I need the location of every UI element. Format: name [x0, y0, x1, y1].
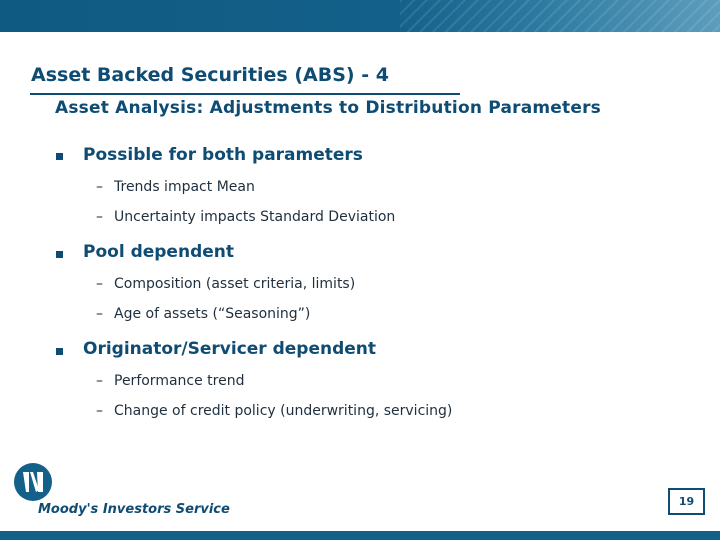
- sub-item-text: Composition (asset criteria, limits): [114, 276, 356, 292]
- sub-item-dash: –: [96, 179, 103, 195]
- bullet-text: Originator/Servicer dependent: [83, 339, 377, 359]
- sub-item: [96, 306, 310, 322]
- sub-item-text: Change of credit policy (underwriting, servicing): [114, 403, 453, 419]
- brand-name: Moody's Investors Service: [38, 502, 230, 517]
- bottom-bar: [0, 531, 720, 540]
- bullet-square-icon: [56, 348, 63, 355]
- sub-item-text: Age of assets (“Seasoning”): [114, 306, 311, 322]
- sub-item: [96, 276, 355, 292]
- banner-texture: [400, 0, 720, 32]
- sub-item-dash: –: [96, 403, 103, 419]
- slide-title: Asset Backed Securities (ABS) - 4: [31, 64, 389, 86]
- sub-item: [96, 373, 244, 389]
- slide-subtitle: Asset Analysis: Adjustments to Distribution Parameters: [55, 98, 601, 118]
- sub-item-text: Performance trend: [114, 373, 245, 389]
- bullet-square-icon: [56, 251, 63, 258]
- moodys-logo-icon: [14, 463, 52, 501]
- bullet-text: Possible for both parameters: [83, 145, 363, 165]
- bullet-text: Pool dependent: [83, 242, 234, 262]
- top-banner: [0, 0, 720, 32]
- sub-item-dash: –: [96, 209, 103, 225]
- page-number: 19: [668, 488, 705, 515]
- title-underline: [30, 93, 460, 95]
- sub-item: [96, 403, 452, 419]
- sub-item: [96, 209, 395, 225]
- sub-item-dash: –: [96, 276, 103, 292]
- sub-item-dash: –: [96, 373, 103, 389]
- sub-item-text: Trends impact Mean: [114, 179, 255, 195]
- sub-item-text: Uncertainty impacts Standard Deviation: [114, 209, 396, 225]
- sub-item: [96, 179, 255, 195]
- sub-item-dash: –: [96, 306, 103, 322]
- bullet-square-icon: [56, 153, 63, 160]
